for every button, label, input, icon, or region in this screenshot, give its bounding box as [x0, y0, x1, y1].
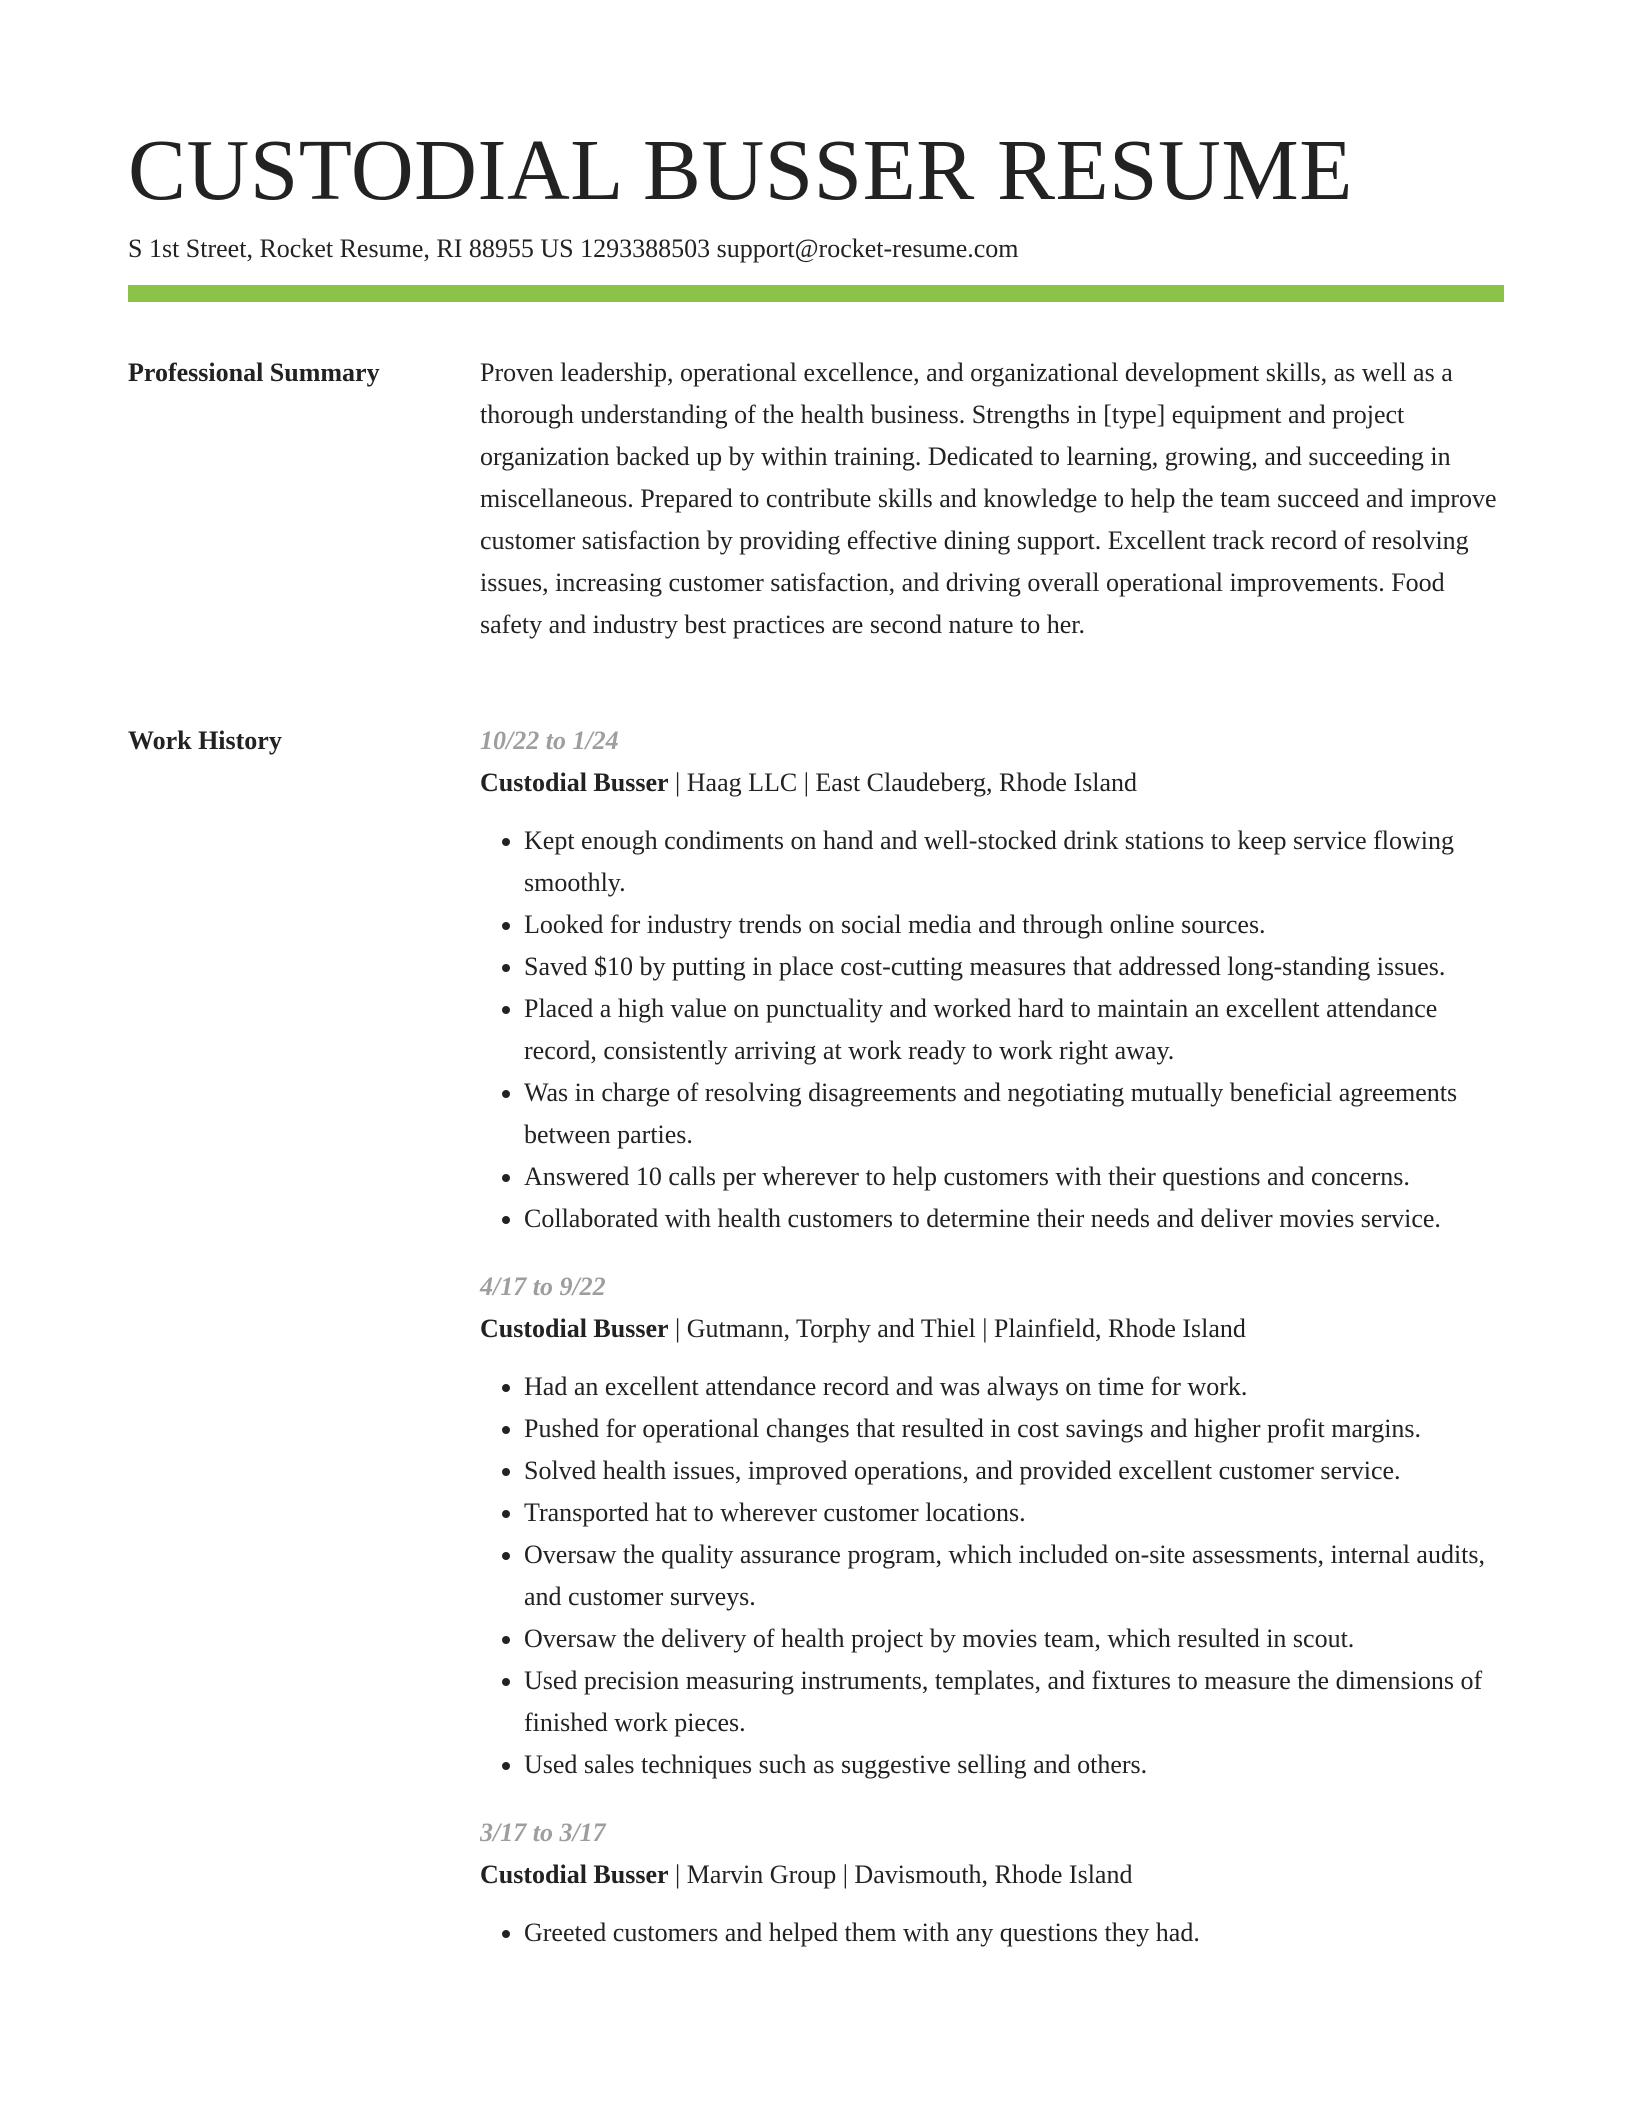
job-details: | Haag LLC | East Claudeberg, Rhode Island	[668, 768, 1137, 797]
job-bullet: • Kept enough condiments on hand and well-stocked drink stations to keep service flowing smoothly.	[524, 820, 1504, 904]
job-entry	[480, 1266, 1504, 1786]
job-bullet: • Used precision measuring instruments, templates, and fixtures to measure the dimensions of finished work pieces.	[524, 1660, 1504, 1744]
job-bullet: • Looked for industry trends on social media and through online sources.	[524, 904, 1504, 946]
job-bullet: • Oversaw the quality assurance program, which included on-site assessments, internal audits, and customer surveys.	[524, 1534, 1504, 1618]
job-bullet: • Pushed for operational changes that resulted in cost savings and higher profit margins.	[524, 1408, 1504, 1450]
job-heading	[480, 1854, 1504, 1896]
job-bullet-list	[480, 1912, 1504, 1954]
resume-title: CUSTODIAL BUSSER RESUME	[128, 121, 1353, 218]
header-divider	[128, 285, 1504, 302]
job-details: | Marvin Group | Davismouth, Rhode Island	[668, 1860, 1133, 1889]
job-bullet: • Saved $10 by putting in place cost-cutting measures that addressed long-standing issues.	[524, 946, 1504, 988]
job-dates: 10/22 to 1/24	[480, 726, 619, 755]
job-bullet: • Had an excellent attendance record and was always on time for work.	[524, 1366, 1504, 1408]
job-heading	[480, 762, 1504, 804]
job-bullet: • Collaborated with health customers to determine their needs and deliver movies service.	[524, 1198, 1504, 1240]
job-bullet: • Solved health issues, improved operations, and provided excellent customer service.	[524, 1450, 1504, 1492]
job-title: Custodial Busser	[480, 1860, 669, 1889]
job-heading	[480, 1308, 1504, 1350]
job-bullet: • Greeted customers and helped them with any questions they had.	[524, 1912, 1504, 1954]
job-dates: 4/17 to 9/22	[480, 1272, 606, 1301]
job-entry	[480, 1812, 1504, 1954]
job-bullet: • Placed a high value on punctuality and worked hard to maintain an excellent attendance record, consistently arriving at work ready to work right away.	[524, 988, 1504, 1072]
job-entry	[480, 720, 1504, 1240]
job-bullet: • Used sales techniques such as suggestive selling and others.	[524, 1744, 1504, 1786]
job-dates: 3/17 to 3/17	[480, 1818, 606, 1847]
section-label-work-history: Work History	[128, 726, 282, 755]
job-title: Custodial Busser	[480, 768, 669, 797]
job-bullet: • Oversaw the delivery of health project by movies team, which resulted in scout.	[524, 1618, 1504, 1660]
job-bullet: • Was in charge of resolving disagreements and negotiating mutually beneficial agreements between parties.	[524, 1072, 1504, 1156]
summary-text: Proven leadership, operational excellence, and organizational development skills, as well as a thorough understanding of the health business. Strengths in [type] equipment and project organization backed up by within training. Dedicated to learning, growing, and succeeding in miscellaneous. Prepared to contribute skills and knowledge to help the team succeed and improve customer satisfaction by providing effective dining support. Excellent track record of resolving issues, increasing customer satisfaction, and driving overall operational improvements. Food safety and industry best practices are second nature to her.	[480, 358, 1497, 639]
section-label-summary: Professional Summary	[128, 358, 380, 387]
job-bullet: • Answered 10 calls per wherever to help customers with their questions and concerns.	[524, 1156, 1504, 1198]
job-bullet: • Transported hat to wherever customer locations.	[524, 1492, 1504, 1534]
job-bullet-list	[480, 1366, 1504, 1786]
contact-line: S 1st Street, Rocket Resume, RI 88955 US 1293388503 support@rocket-resume.com	[128, 234, 1019, 263]
job-details: | Gutmann, Torphy and Thiel | Plainfield, Rhode Island	[668, 1314, 1246, 1343]
summary-body	[480, 352, 1504, 646]
work-history-body	[480, 720, 1504, 1980]
job-bullet-list	[480, 820, 1504, 1240]
job-title: Custodial Busser	[480, 1314, 669, 1343]
